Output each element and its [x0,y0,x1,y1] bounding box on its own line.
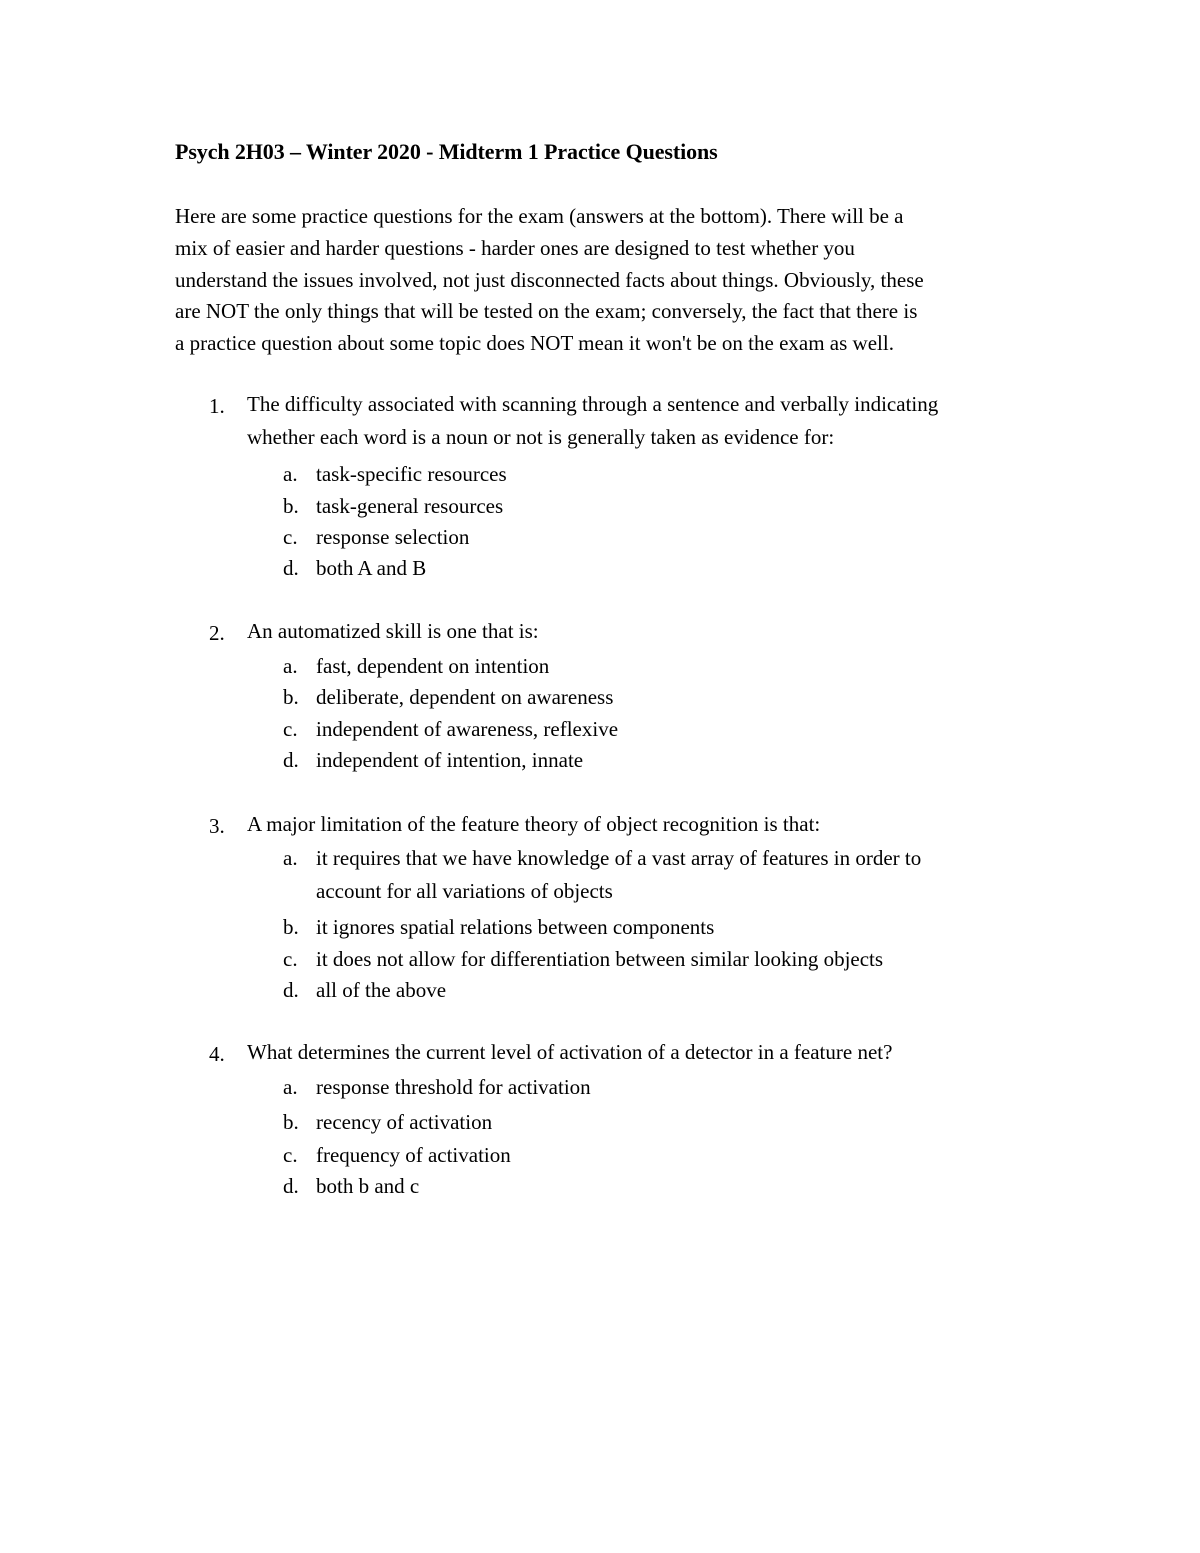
option-line: recency of activation [316,1110,493,1134]
option-line: frequency of activation [316,1143,511,1167]
option-letter: d. [283,1174,299,1198]
option-text [316,911,1036,944]
question-number: 1. [209,394,225,418]
option-line: both A and B [316,556,427,580]
question-stem [247,1042,1047,1069]
option-line: task-specific resources [316,462,507,486]
option-line: it ignores spatial relations between components [316,915,715,939]
option-letter: b. [283,685,299,709]
intro-line: understand the issues involved, not just disconnected facts about things. Obviously, these [175,267,924,292]
option-text [316,1071,1036,1104]
option-line: independent of awareness, reflexive [316,717,619,741]
option-text [316,490,1036,523]
option-line: fast, dependent on intention [316,654,550,678]
option-letter: d. [283,978,299,1002]
option-line: deliberate, dependent on awareness [316,685,614,709]
option-line: independent of intention, innate [316,748,584,772]
option-text [316,458,1036,491]
option-letter: b. [283,1110,299,1134]
option-letter: a. [283,462,298,486]
option-text [316,943,1036,976]
question-stem-line: An automatized skill is one that is: [247,619,539,643]
intro-line: mix of easier and harder questions - harder ones are designed to test whether you [175,235,855,260]
question-stem [247,621,1047,648]
question-stem-line: The difficulty associated with scanning through a sentence and verbally indicating [247,392,939,416]
option-letter: c. [283,525,298,549]
option-text [316,681,1036,714]
option-letter: b. [283,915,299,939]
option-letter: d. [283,556,299,580]
question-stem-line: A major limitation of the feature theory of object recognition is that: [247,812,821,836]
question-stem-line: What determines the current level of activation of a detector in a feature net? [247,1040,893,1064]
question-stem [247,394,1047,454]
intro-paragraph [175,201,1035,360]
option-letter: c. [283,947,298,971]
option-letter: a. [283,654,298,678]
option-text [316,974,1036,1007]
question-stem-line: whether each word is a noun or not is generally taken as evidence for: [247,425,835,449]
option-letter: a. [283,1075,298,1099]
option-text [316,552,1036,585]
intro-line: Here are some practice questions for the exam (answers at the bottom). There will be a [175,204,904,228]
option-text [316,521,1036,554]
option-line: it requires that we have knowledge of a vast array of features in order to [316,846,922,870]
option-line: response threshold for activation [316,1075,591,1099]
option-text [316,1139,1036,1172]
intro-line: a practice question about some topic does NOT mean it won't be on the exam as well. [175,331,894,356]
option-text [316,650,1036,683]
option-letter: a. [283,846,298,870]
option-text [316,1106,1036,1139]
option-letter: b. [283,494,299,518]
option-line: account for all variations of objects [316,879,613,903]
document-title: Psych 2H03 – Winter 2020 - Midterm 1 Practice Questions [175,139,718,164]
option-text [316,842,1036,908]
option-line: all of the above [316,978,447,1002]
option-line: task-general resources [316,494,504,518]
option-line: it does not allow for differentiation between similar looking objects [316,947,884,971]
intro-line: are NOT the only things that will be tested on the exam; conversely, the fact that there is [175,299,918,324]
option-letter: c. [283,1143,298,1167]
option-line: response selection [316,525,470,549]
question-stem [247,814,1047,841]
question-number: 3. [209,814,225,838]
option-line: both b and c [316,1174,420,1198]
option-text [316,744,1036,777]
option-text [316,713,1036,746]
question-number: 4. [209,1042,225,1066]
option-letter: d. [283,748,299,772]
question-number: 2. [209,621,225,645]
option-letter: c. [283,717,298,741]
option-text [316,1170,1036,1203]
